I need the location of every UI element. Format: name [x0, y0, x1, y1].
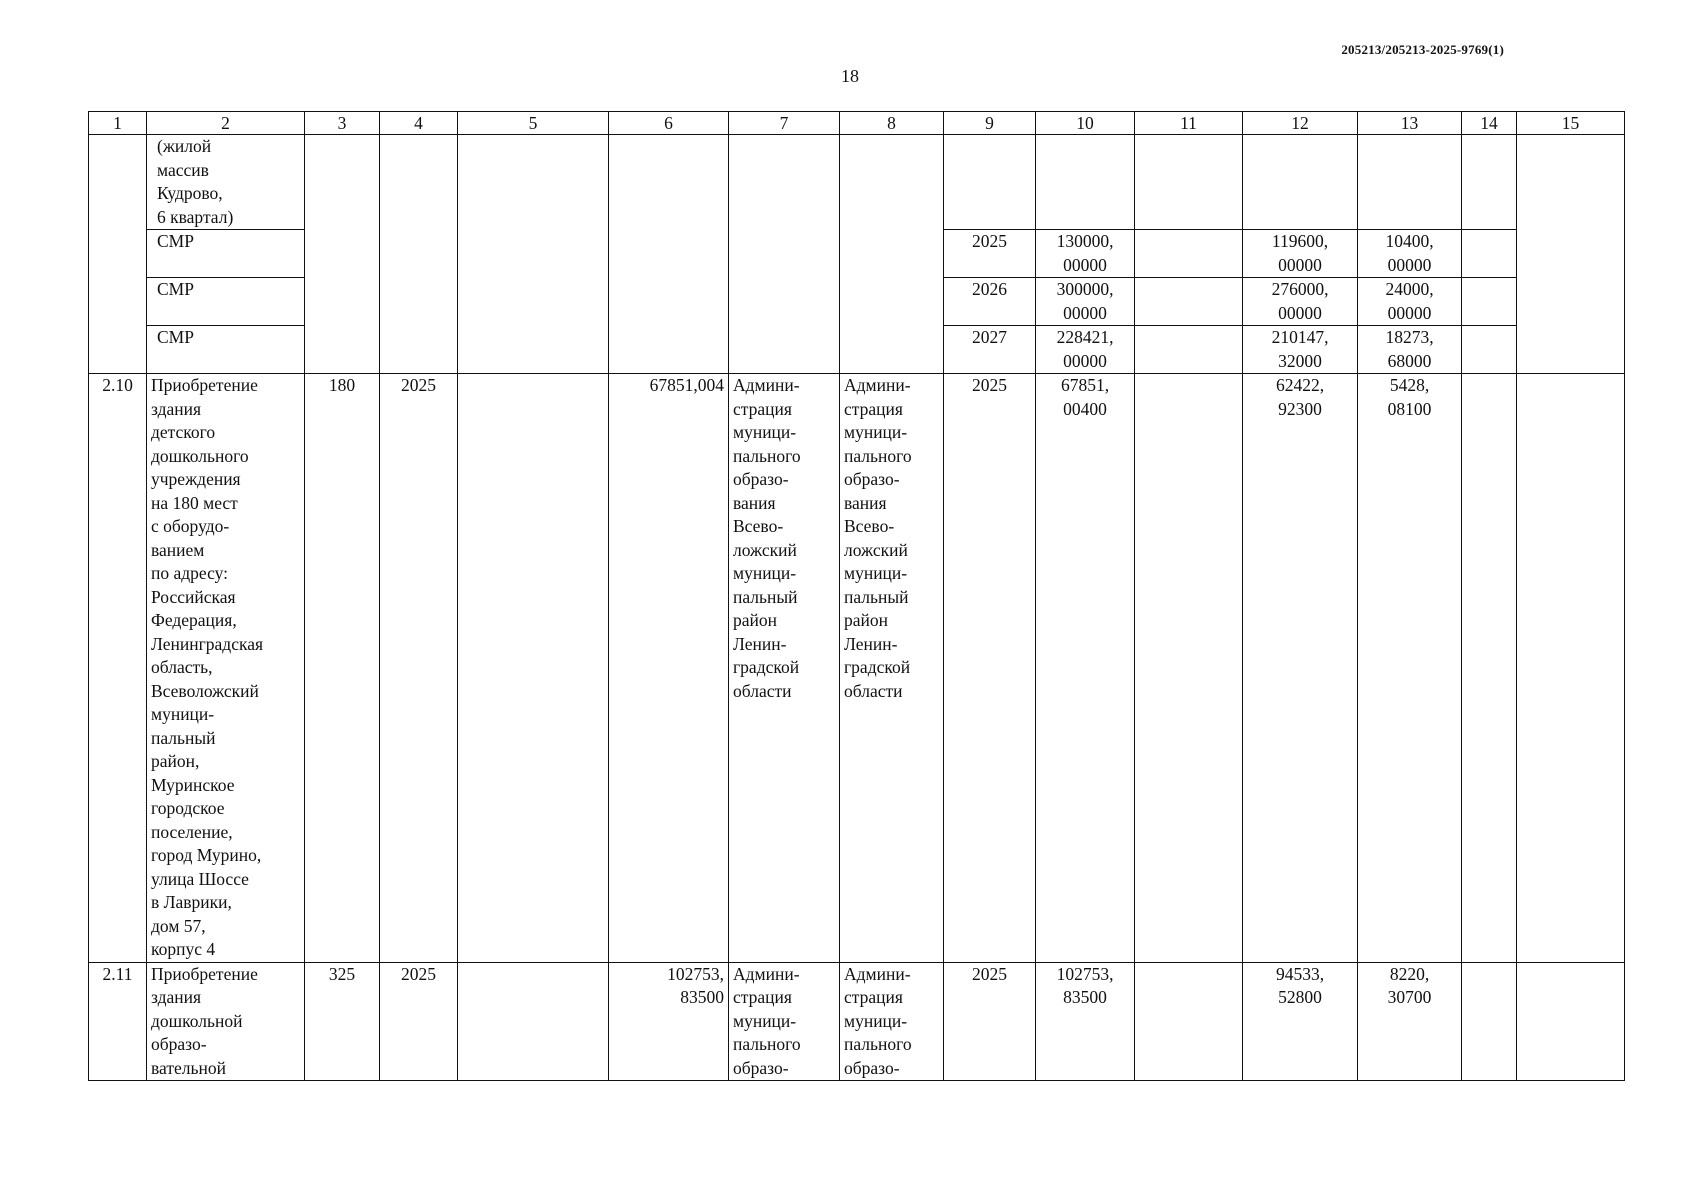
table-cell — [1243, 135, 1358, 230]
year-cell: 2025 — [944, 230, 1036, 278]
object-name: Приобретение здания дошкольной образо- вательной — [147, 962, 305, 1081]
table-cell — [1462, 326, 1517, 374]
table-cell — [1036, 135, 1135, 230]
column-number: 4 — [380, 112, 458, 135]
column-number: 7 — [729, 112, 840, 135]
page-number: 18 — [841, 66, 859, 86]
table-row — [89, 135, 1625, 230]
column-number-row — [89, 112, 1625, 135]
table-row — [89, 962, 1625, 1081]
table-cell — [1462, 230, 1517, 278]
table-cell — [1517, 135, 1625, 374]
amount-total: 228421, 00000 — [1036, 326, 1135, 374]
amount-total: 67851, 00400 — [1036, 374, 1135, 963]
customer-cell: Админи- страция муници- пального образо- — [729, 962, 840, 1081]
amount-regional: 119600, 00000 — [1243, 230, 1358, 278]
table-cell — [1135, 326, 1243, 374]
column-number: 14 — [1462, 112, 1517, 135]
work-type-label: СМР — [147, 278, 305, 326]
table-cell — [1358, 135, 1462, 230]
row-number: 2.11 — [89, 962, 147, 1081]
amount-regional: 94533, 52800 — [1243, 962, 1358, 1081]
column-number: 13 — [1358, 112, 1462, 135]
amount-regional: 62422, 92300 — [1243, 374, 1358, 963]
table-cell — [458, 962, 609, 1081]
table-cell — [380, 135, 458, 374]
table-cell — [1517, 374, 1625, 963]
table-cell — [1462, 962, 1517, 1081]
column-number: 3 — [305, 112, 380, 135]
amount-total: 130000, 00000 — [1036, 230, 1135, 278]
developer-cell: Админи- страция муници- пального образо- — [840, 962, 944, 1081]
table-cell — [1135, 135, 1243, 230]
amount-local: 18273, 68000 — [1358, 326, 1462, 374]
table-cell — [1135, 230, 1243, 278]
work-type-label: СМР — [147, 230, 305, 278]
table-cell — [305, 135, 380, 374]
column-number: 9 — [944, 112, 1036, 135]
table-cell — [944, 135, 1036, 230]
table-cell — [458, 135, 609, 374]
data-table — [88, 111, 1625, 1081]
object-name: (жилой массив Кудрово, 6 квартал) — [147, 135, 305, 230]
developer-cell: Админи- страция муници- пального образо- вания Всево- ложский муници- пальный район Ленин- градской области — [840, 374, 944, 963]
column-number: 10 — [1036, 112, 1135, 135]
column-number: 1 — [89, 112, 147, 135]
table-cell — [1135, 962, 1243, 1081]
cost-cell: 67851,004 — [609, 374, 729, 963]
amount-local: 24000, 00000 — [1358, 278, 1462, 326]
table-cell — [1462, 278, 1517, 326]
column-number: 6 — [609, 112, 729, 135]
amount-regional: 276000, 00000 — [1243, 278, 1358, 326]
work-type-label: СМР — [147, 326, 305, 374]
year-cell: 2025 — [380, 962, 458, 1081]
amount-total: 102753, 83500 — [1036, 962, 1135, 1081]
amount-regional: 210147, 32000 — [1243, 326, 1358, 374]
table-cell — [1517, 962, 1625, 1081]
year-cell: 2026 — [944, 278, 1036, 326]
customer-cell: Админи- страция муници- пального образо- вания Всево- ложский муници- пальный район Ленин- градской области — [729, 374, 840, 963]
column-number: 12 — [1243, 112, 1358, 135]
table-cell — [458, 374, 609, 963]
cost-cell: 102753, 83500 — [609, 962, 729, 1081]
amount-local: 8220, 30700 — [1358, 962, 1462, 1081]
table-cell — [89, 135, 147, 374]
table-cell — [1135, 374, 1243, 963]
row-number: 2.10 — [89, 374, 147, 963]
year-cell: 2027 — [944, 326, 1036, 374]
column-number: 15 — [1517, 112, 1625, 135]
table-cell — [1135, 278, 1243, 326]
amount-local: 5428, 08100 — [1358, 374, 1462, 963]
table-cell — [840, 135, 944, 374]
column-number: 5 — [458, 112, 609, 135]
capacity-cell: 180 — [305, 374, 380, 963]
table-cell — [1462, 374, 1517, 963]
amount-total: 300000, 00000 — [1036, 278, 1135, 326]
column-number: 8 — [840, 112, 944, 135]
document-id: 205213/205213-2025-9769(1) — [1341, 42, 1504, 57]
capacity-cell: 325 — [305, 962, 380, 1081]
table-cell — [609, 135, 729, 374]
object-name: Приобретение здания детского дошкольного учреждения на 180 мест с оборудо- ванием по адресу: Российская Федерация, Ленинградская область, Всеволожский муници- пальный район, Муринское городское поселение, город Мурино, улица Шоссе в Лаврики, дом 57, корпус 4 — [147, 374, 305, 963]
table-cell — [729, 135, 840, 374]
table-cell — [1462, 135, 1517, 230]
year-cell: 2025 — [944, 374, 1036, 963]
column-number: 11 — [1135, 112, 1243, 135]
column-number: 2 — [147, 112, 305, 135]
amount-local: 10400, 00000 — [1358, 230, 1462, 278]
table-row — [89, 374, 1625, 963]
year-cell: 2025 — [944, 962, 1036, 1081]
year-cell: 2025 — [380, 374, 458, 963]
